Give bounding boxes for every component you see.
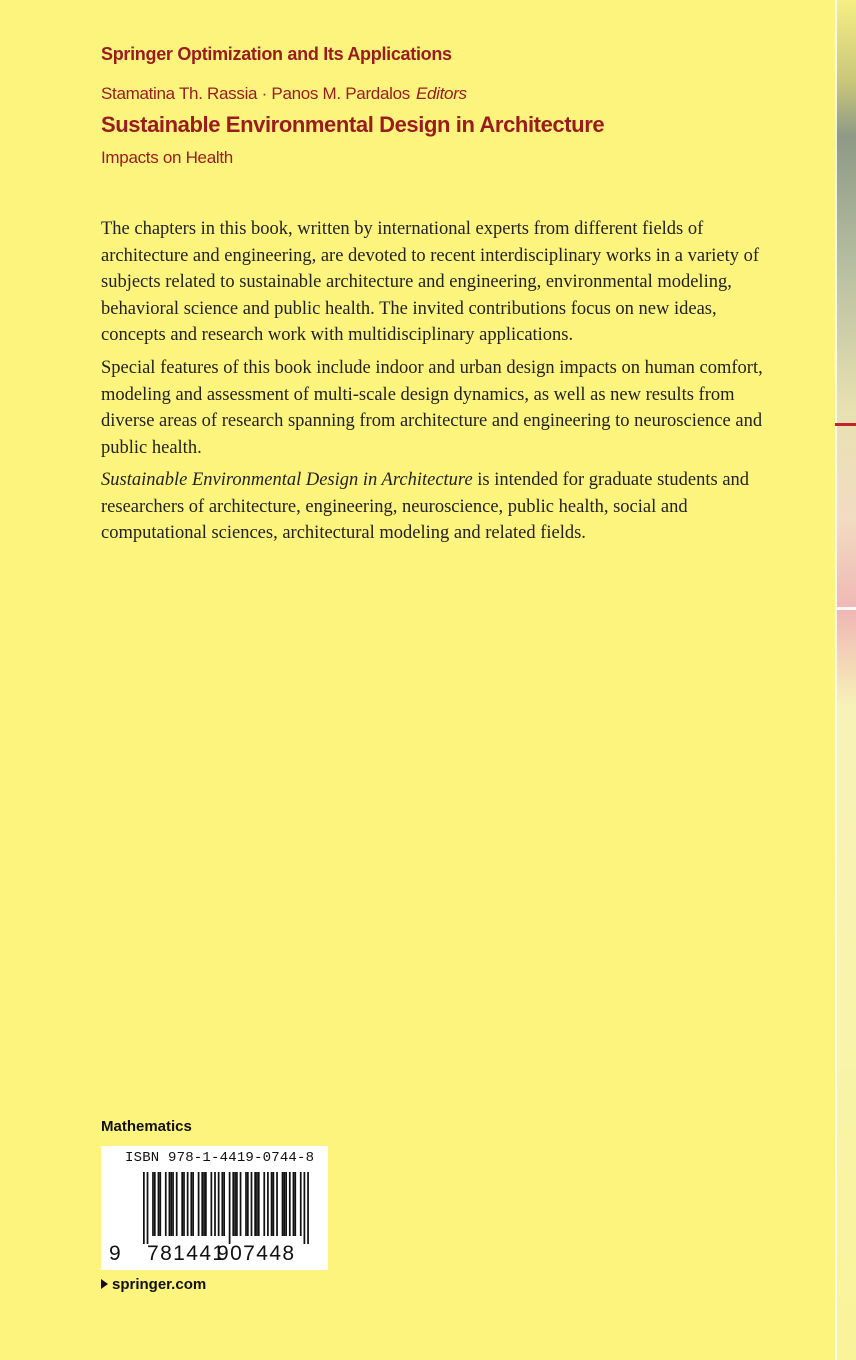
description-paragraph-2: Special features of this book include indoor and urban design impacts on human comfort, modeling and assessment of multi-scale design dynamics, as well as new results from diverse areas of research spanning from architecture and engineering to neuroscience and public health. xyxy=(101,358,763,458)
book-title-italic: Sustainable Environmental Design in Architecture xyxy=(101,470,473,490)
barcode-bar xyxy=(192,1172,194,1236)
paragraph-3-text: is intended for graduate students and researchers of architecture, engineering, neuroscience, public health, social and computational sciences, architectural modeling and related fields. xyxy=(101,470,750,543)
website-link[interactable] xyxy=(101,1276,206,1293)
barcode-bar xyxy=(201,1172,203,1236)
barcode-bar xyxy=(258,1172,260,1236)
barcode-bar xyxy=(293,1172,295,1236)
barcode-bar xyxy=(236,1172,238,1236)
barcode-bar xyxy=(304,1172,306,1244)
barcode-bar xyxy=(247,1172,249,1236)
barcode-bar xyxy=(183,1172,185,1236)
barcode-bar xyxy=(283,1172,285,1236)
barcode-bar xyxy=(205,1172,207,1236)
barcode-bar xyxy=(187,1172,189,1236)
book-subtitle: Impacts on Health xyxy=(101,148,233,167)
barcode-bar xyxy=(170,1172,172,1236)
barcode-bar xyxy=(256,1172,258,1236)
spine-red-stripe xyxy=(835,423,856,426)
barcode-bar xyxy=(223,1172,225,1236)
series-title: Springer Optimization and Its Applications xyxy=(101,44,452,64)
barcode-bar xyxy=(154,1172,156,1236)
barcode-bar xyxy=(198,1172,200,1236)
isbn-barcode xyxy=(101,1146,328,1270)
barcode-digits-group-2: 907448 xyxy=(217,1242,296,1265)
barcode-bar xyxy=(232,1172,234,1236)
spine-divider xyxy=(835,0,837,1360)
barcode-bar xyxy=(267,1172,269,1236)
barcode-bar xyxy=(273,1172,275,1236)
barcode-bar xyxy=(159,1172,161,1236)
website-text: springer.com xyxy=(112,1276,207,1293)
barcode-bar xyxy=(294,1172,296,1236)
barcode-bars xyxy=(143,1172,309,1244)
book-title: Sustainable Environmental Design in Architecture xyxy=(101,112,605,137)
editor-names: Stamatina Th. Rassia · Panos M. Pardalos xyxy=(101,84,410,103)
barcode-bar xyxy=(158,1172,160,1236)
arrow-right-icon xyxy=(101,1279,108,1289)
editors-role: Editors xyxy=(415,84,467,103)
barcode-bar xyxy=(254,1172,256,1236)
barcode-bar xyxy=(282,1172,284,1236)
barcode-digit-first: 9 xyxy=(109,1242,121,1265)
barcode-bar xyxy=(214,1172,216,1236)
barcode-bar xyxy=(181,1172,183,1236)
barcode-bar xyxy=(221,1172,223,1236)
isbn-label: ISBN 978-1-4419-0744-8 xyxy=(125,1150,315,1166)
description-paragraph-1: The chapters in this book, written by international experts from different fields of architecture and engineering, are devoted to recent interdisciplinary works in a variety of subjects related to sustainable architecture and engineering, environmental modeling, behavioral science and public health. The invited contributions focus on new ideas, concepts and research work with multidisciplinary applications. xyxy=(101,219,760,345)
barcode-bar xyxy=(300,1172,302,1236)
barcode-digits-group-1: 781441 xyxy=(147,1242,226,1265)
barcode-bar xyxy=(245,1172,247,1236)
barcode-bar xyxy=(271,1172,273,1236)
barcode-bar xyxy=(218,1172,220,1236)
barcode-bar xyxy=(210,1172,212,1236)
barcode-bar xyxy=(176,1172,178,1236)
barcode-bar xyxy=(240,1172,242,1236)
barcode-bar xyxy=(229,1172,231,1244)
barcode-bar xyxy=(251,1172,253,1236)
barcode-bar xyxy=(276,1172,278,1236)
barcode-bar xyxy=(165,1172,167,1236)
barcode-bar xyxy=(172,1172,174,1236)
subject-category: Mathematics xyxy=(101,1118,192,1135)
editors-line xyxy=(101,84,467,104)
description-paragraph-3 xyxy=(101,467,785,547)
spine-edge xyxy=(835,0,856,1360)
barcode-bar xyxy=(263,1172,265,1236)
barcode-bar xyxy=(147,1172,149,1244)
barcode-bar xyxy=(289,1172,291,1236)
barcode-bar xyxy=(143,1172,145,1244)
barcode-bar xyxy=(234,1172,236,1236)
spine-white-stripe xyxy=(835,607,856,610)
barcode-bar xyxy=(307,1172,309,1244)
barcode-bar xyxy=(190,1172,192,1236)
barcode-bar xyxy=(203,1172,205,1236)
barcode-bar xyxy=(152,1172,154,1236)
barcode-bar xyxy=(169,1172,171,1236)
barcode-bar xyxy=(285,1172,287,1236)
